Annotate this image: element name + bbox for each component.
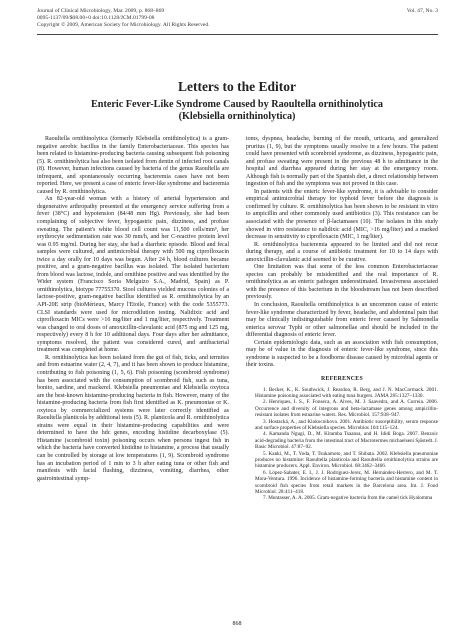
body-paragraph: An 82-year-old woman with a history of arterial hypertension and degenerative arthropathy presented at the emergency service suffering from a fever (38°C) and hypotension (84/48 mm Hg). Previously, she had been complaining of subjective fever, hypogastric pain, dizziness, and profuse sweating. The patient's white blood cell count was 11,500 cells/mm³, her erythrocyte sedimentation rate was 30 mm/h, and her C-reactive protein level was 0.95 mg/ml. During her stay, she had a diarrheic episode. Blood and fecal samples were cultured, and antimicrobial therapy with 500 mg ciprofloxacin twice a day orally for 10 days was begun. After 24 h, blood cultures became positive, and a gram-negative bacillus was isolated. The isolated bacterium from blood was lactose, indole, and ornithine positive and was identified by the Wider system (Francisco Soria Melguizo S.A., Madrid, Spain) as P. ornithinolytica, biotype 77755370. Stool cultures yielded mucous colonies of a lactose-positive, gram-negative bacillus identified as R. ornithinolytica by an API-20E strip (bioMérieux, Marcy l'Etoile, France) with the code 5355773. CLSI standards were used for microdilution testing. Nalidixic acid and ciprofloxacin MICs were >16 mg/liter and 1 mg/liter, respectively. Treatment was changed to oral doses of amoxicillin-clavulanic acid (875 mg and 125 mg, respectively) every 8 h for 10 additional days. Four days after her admittance, symptoms resolved, the patient was considered cured, and antibacterial treatment was completed at home.	[37, 196, 229, 354]
reference-item: 5. Kanki, M., T. Yoda, T. Tsukamoto, and T. Shibata. 2002. Klebsiella pneumoniae produces no histamine: Raoultella planticola and Raoultella ornithinolytica strains are histamine producers. Appl. Environ. Microbiol. 68:3462–3466.	[255, 450, 438, 470]
reference-item: 1. Becker, K., K. Southwick, J. Reardon, R. Berg, and J. N. MacCormack. 2001. Histamine poisoning associated with eating tuna burgers. JAMA 285:1327–1330.	[255, 386, 438, 399]
body-paragraph: R. ornithinolytica bacteremia appeared to be limited and did not recur during therapy, and a course of antibiotic treatment for 10 to 14 days with amoxicillin-clavulanic acid seemed to be curative.	[246, 241, 438, 263]
running-header	[37, 8, 210, 29]
body-paragraph: In conclusion, Raoultella ornithinolytica is an uncommon cause of enteric fever-like syndrome characterized by fever, headache, and abdominal pain that may be clinically indistinguishable from enteric fever caused by Salmonella enterica serovar Typhi or other salmonellae and should be included in the differential diagnosis of enteric fever.	[246, 302, 438, 339]
body-paragraph: toms, dyspnea, headache, burning of the mouth, urticaria, and generalized pruritus (1, 9), but the symptoms usually resolve in a few hours. The patient could have presented with scombroid syndrome, as dizziness, hypogastric pain, and profuse sweating were present in the previous 48 h to admittance in the hospital and diarrhea appeared during her stay at the emergency room. Although fish is normally part of the Spanish diet, a direct relationship between ingestion of fish and the symptoms was not proved in this case.	[246, 136, 438, 188]
reference-item: 6. López-Sabater, E. I., J. J. Rodríguez-Jerez, M. Hernández-Herrero, and M. T. Mora-Ventura. 1996. Incidence of histamine-forming bacteria and histamine content in scombroid fish species from retail markets in the Barcelona area. Int. J. Food Microbiol. 28:411–418.	[255, 469, 438, 495]
reference-item: 4. Kamanda Ngugi, D., M. Kitamba Tsaansa, and H. Ididi Boga. 2007. Benzoic acid-degrading bacteria from the intestinal tract of Macrotermes michaelseni Sjöstedt. J. Basic Microbiol. 47:87–92.	[255, 431, 438, 451]
section-title: Letters to the Editor	[177, 79, 297, 94]
body-paragraph: Certain epidemiologic data, such as an association with fish consumption, may be of value in the diagnosis of enteric fever-like syndrome, since this syndrome is suspected to be a foodborne disease caused by microbial agents or their toxins.	[246, 339, 438, 369]
volume-number: Vol. 47, No. 3	[406, 8, 438, 14]
right-column	[246, 136, 438, 502]
body-paragraph: In patients with the enteric fever-like syndrome, it is advisable to consider empirical antimicrobial therapy for typhoid fever before the diagnosis is confirmed by culture. R. ornithinolytica has been shown to be resistant in vitro to ampicillin and other commonly used antibiotics (3). This resistance can be associated with the presence of β-lactamases (10). The isolates in this study showed in vitro resistance to nalidixic acid (MIC, >16 mg/liter) and a marked decrease in sensitivity to ciprofloxacin (MIC, 1 mg/liter).	[246, 188, 438, 241]
journal-citation: Journal of Clinical Microbiology, Mar. 2009, p. 868–869	[37, 8, 165, 14]
body-paragraph: Raoultella ornithinolytica (formerly Klebsiella ornithinolytica) is a gram-negative aerobic bacillus in the family Enterobacteriaceae. This species has been related to histamine-producing bacteria causing subsequent fish poisoning (5). R. ornithinolytica has also been isolated from dentin of infected root canals (8). However, human infections caused by bacteria of the genus Raoultella are infrequent, and spontaneously occurring bacteremia cases have not been reported. Here, we present a case of enteric fever-like syndrome and bacteremia caused by R. ornithinolytica.	[37, 136, 229, 195]
reference-item: 3. Hostacká, A., and Klokocnikova. 2001. Antibiotic susceptibility, serum response and surface properties of Klebsiella species. Microbios 104:115–124.	[255, 418, 438, 431]
reference-item: 2. Henriques, I. S., F. Fonseca, A. Alves, M. J. Saavedra, and A. Correia. 2006. Occurrence and diversity of integrons and beta-lactamase genes among ampicillin-resistant isolates from estuarine waters. Res. Microbiol. 157:938–947.	[255, 399, 438, 419]
reference-item: 7. Montasser, A. A. 2005. Gram-negative bacteria from the camel tick Hyalomma	[263, 495, 433, 502]
copyright-line: Copyright © 2009, American Society for Microbiology. All Rights Reserved.	[37, 22, 210, 28]
page-number: 868	[232, 621, 242, 627]
article-title-line2: (Klebsiella ornithinolytica)	[178, 111, 296, 122]
article-title	[0, 99, 474, 123]
article-title-line1: Enteric Fever-Like Syndrome Caused by Raoultella ornithinolytica	[90, 99, 384, 110]
body-paragraph: R. ornithinolytica has been isolated from the gut of fish, ticks, and termites and from estuarine water (2, 4, 7), and it has been shown to produce histamine, contributing to fish poisoning (1, 5, 6). Fish poisoning (scombroid syndrome) has been associated with the consumption of scombroid fish, such as tuna, bonito, sardine, and mackerel. Klebsiella pneumoniae and Klebsiella oxytoca are the best-known histamine-producing bacteria in fish. However, many of the histamine-producing bacteria from fish first identified as K. pneumoniae or K. oxytoca by commercialized systems were later correctly identified as Raoultella planticola by additional tests (5). R. planticola and R. ornithinolytica strains were equal in their histamine-producing capabilities and were determined to have the hdc genes, encoding histidine decarboxylase (5). Histamine (scombroid toxin) poisoning occurs when persons ingest fish in which the bacteria have converted histidine to histamine, a process that usually can be controlled by storage at low temperatures (1, 9). Scombroid syndrome has an incubation period of 1 min to 3 h after eating tuna or other fish and manifests with facial flushing, dizziness, vomiting, diarrhea, other gastrointestinal symp-	[37, 354, 229, 482]
left-column	[37, 136, 229, 483]
header-rule	[37, 34, 438, 35]
issn-doi: 0095-1137/09/$08.00+0 doi:10.1128/JCM.01799-08	[37, 15, 155, 21]
references-heading: REFERENCES	[321, 375, 363, 382]
body-paragraph: One limitation was that some of the less common Enterobacteriaceae species can probably be misidentified and the real importance of R. ornithinolytica as an enteric pathogen underestimated. Invasiveness associated with the presence of this bacterium in the bloodstream has not been described previously.	[246, 264, 438, 301]
